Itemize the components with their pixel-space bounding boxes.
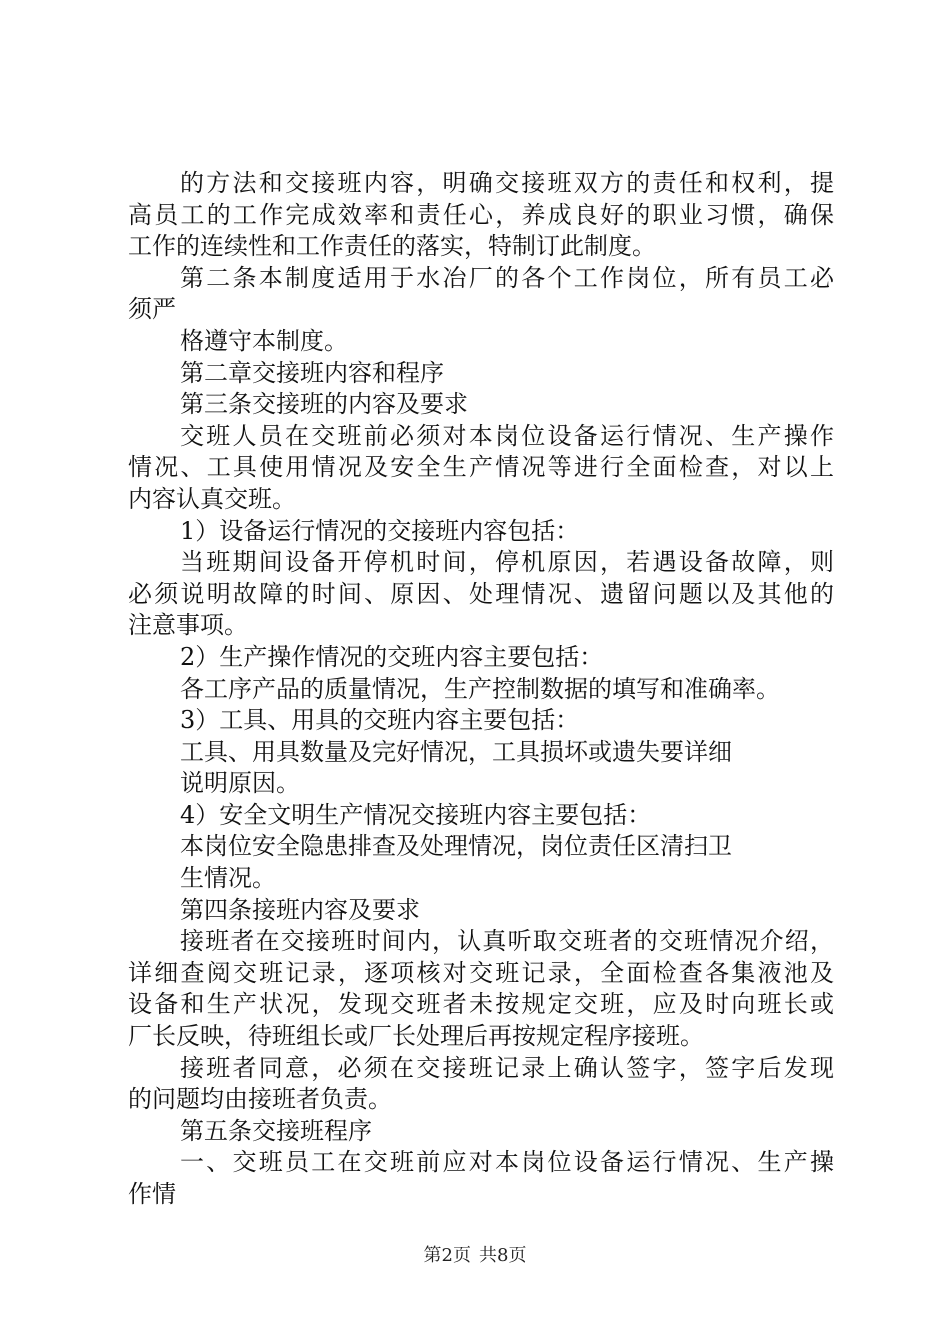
text-line: 作情 [128,1180,176,1208]
text-line: 注意事项。 [128,611,248,640]
text-line: 本岗位安全隐患排查及处理情况，岗位责任区清扫卫 [180,832,732,861]
text-line: 接班者同意，必须在交接班记录上确认签字，签字后发现 [180,1053,834,1082]
text-line: 各工序产品的质量情况，生产控制数据的填写和准确率。 [180,674,780,703]
document-body [128,168,834,1211]
text-line: 一、交班员工在交班前应对本岗位设备运行情况、生产操 [180,1148,834,1177]
list-item-heading: 2）生产操作情况的交班内容主要包括： [180,642,604,671]
section-heading: 第二章交接班内容和程序 [180,358,444,387]
page-number-total: 共8页 [479,1245,527,1266]
text-line: 格遵守本制度。 [180,326,348,355]
text-line: 厂长反映，待班组长或厂长处理后再按规定程序接班。 [128,1022,704,1051]
text-line: 的方法和交接班内容，明确交接班双方的责任和权利，提 [180,169,834,197]
text-line: 生情况。 [180,864,276,893]
page-number-current: 第2页 [423,1245,471,1266]
article-heading: 第五条交接班程序 [180,1116,372,1145]
text-line: 说明原因。 [180,769,300,798]
text-line: 必须说明故障的时间、原因、处理情况、遗留问题以及其他的 [128,579,834,608]
article-heading: 第四条接班内容及要求 [180,895,420,924]
text-line: 情况、工具使用情况及安全生产情况等进行全面检查，对以上 [128,453,834,482]
list-item-heading: 4）安全文明生产情况交接班内容主要包括： [180,800,652,829]
text-line: 工作的连续性和工作责任的落实，特制订此制度。 [128,232,656,261]
text-line: 当班期间设备开停机时间，停机原因，若遇设备故障，则 [180,548,834,577]
text-line: 设备和生产状况，发现交班者未按规定交班，应及时向班长或 [128,990,834,1019]
text-line: 接班者在交接班时间内，认真听取交班者的交班情况介绍， [180,927,834,956]
page-footer [0,1244,950,1268]
text-line: 交班人员在交班前必须对本岗位设备运行情况、生产操作 [180,421,834,450]
article-heading: 第三条交接班的内容及要求 [180,390,468,419]
text-line: 第二条本制度适用于水冶厂的各个工作岗位，所有员工必 [180,263,834,292]
text-line: 的问题均由接班者负责。 [128,1085,392,1114]
list-item-heading: 1）设备运行情况的交接班内容包括： [180,516,580,545]
list-item-heading: 3）工具、用具的交班内容主要包括： [180,706,580,735]
text-line: 高员工的工作完成效率和责任心，养成良好的职业习惯，确保 [128,200,834,229]
text-line: 详细查阅交班记录，逐项核对交班记录，全面检查各集液池及 [128,958,834,987]
text-line: 须严 [128,295,176,324]
text-line: 内容认真交班。 [128,484,296,513]
text-line: 工具、用具数量及完好情况，工具损坏或遗失要详细 [180,737,732,766]
